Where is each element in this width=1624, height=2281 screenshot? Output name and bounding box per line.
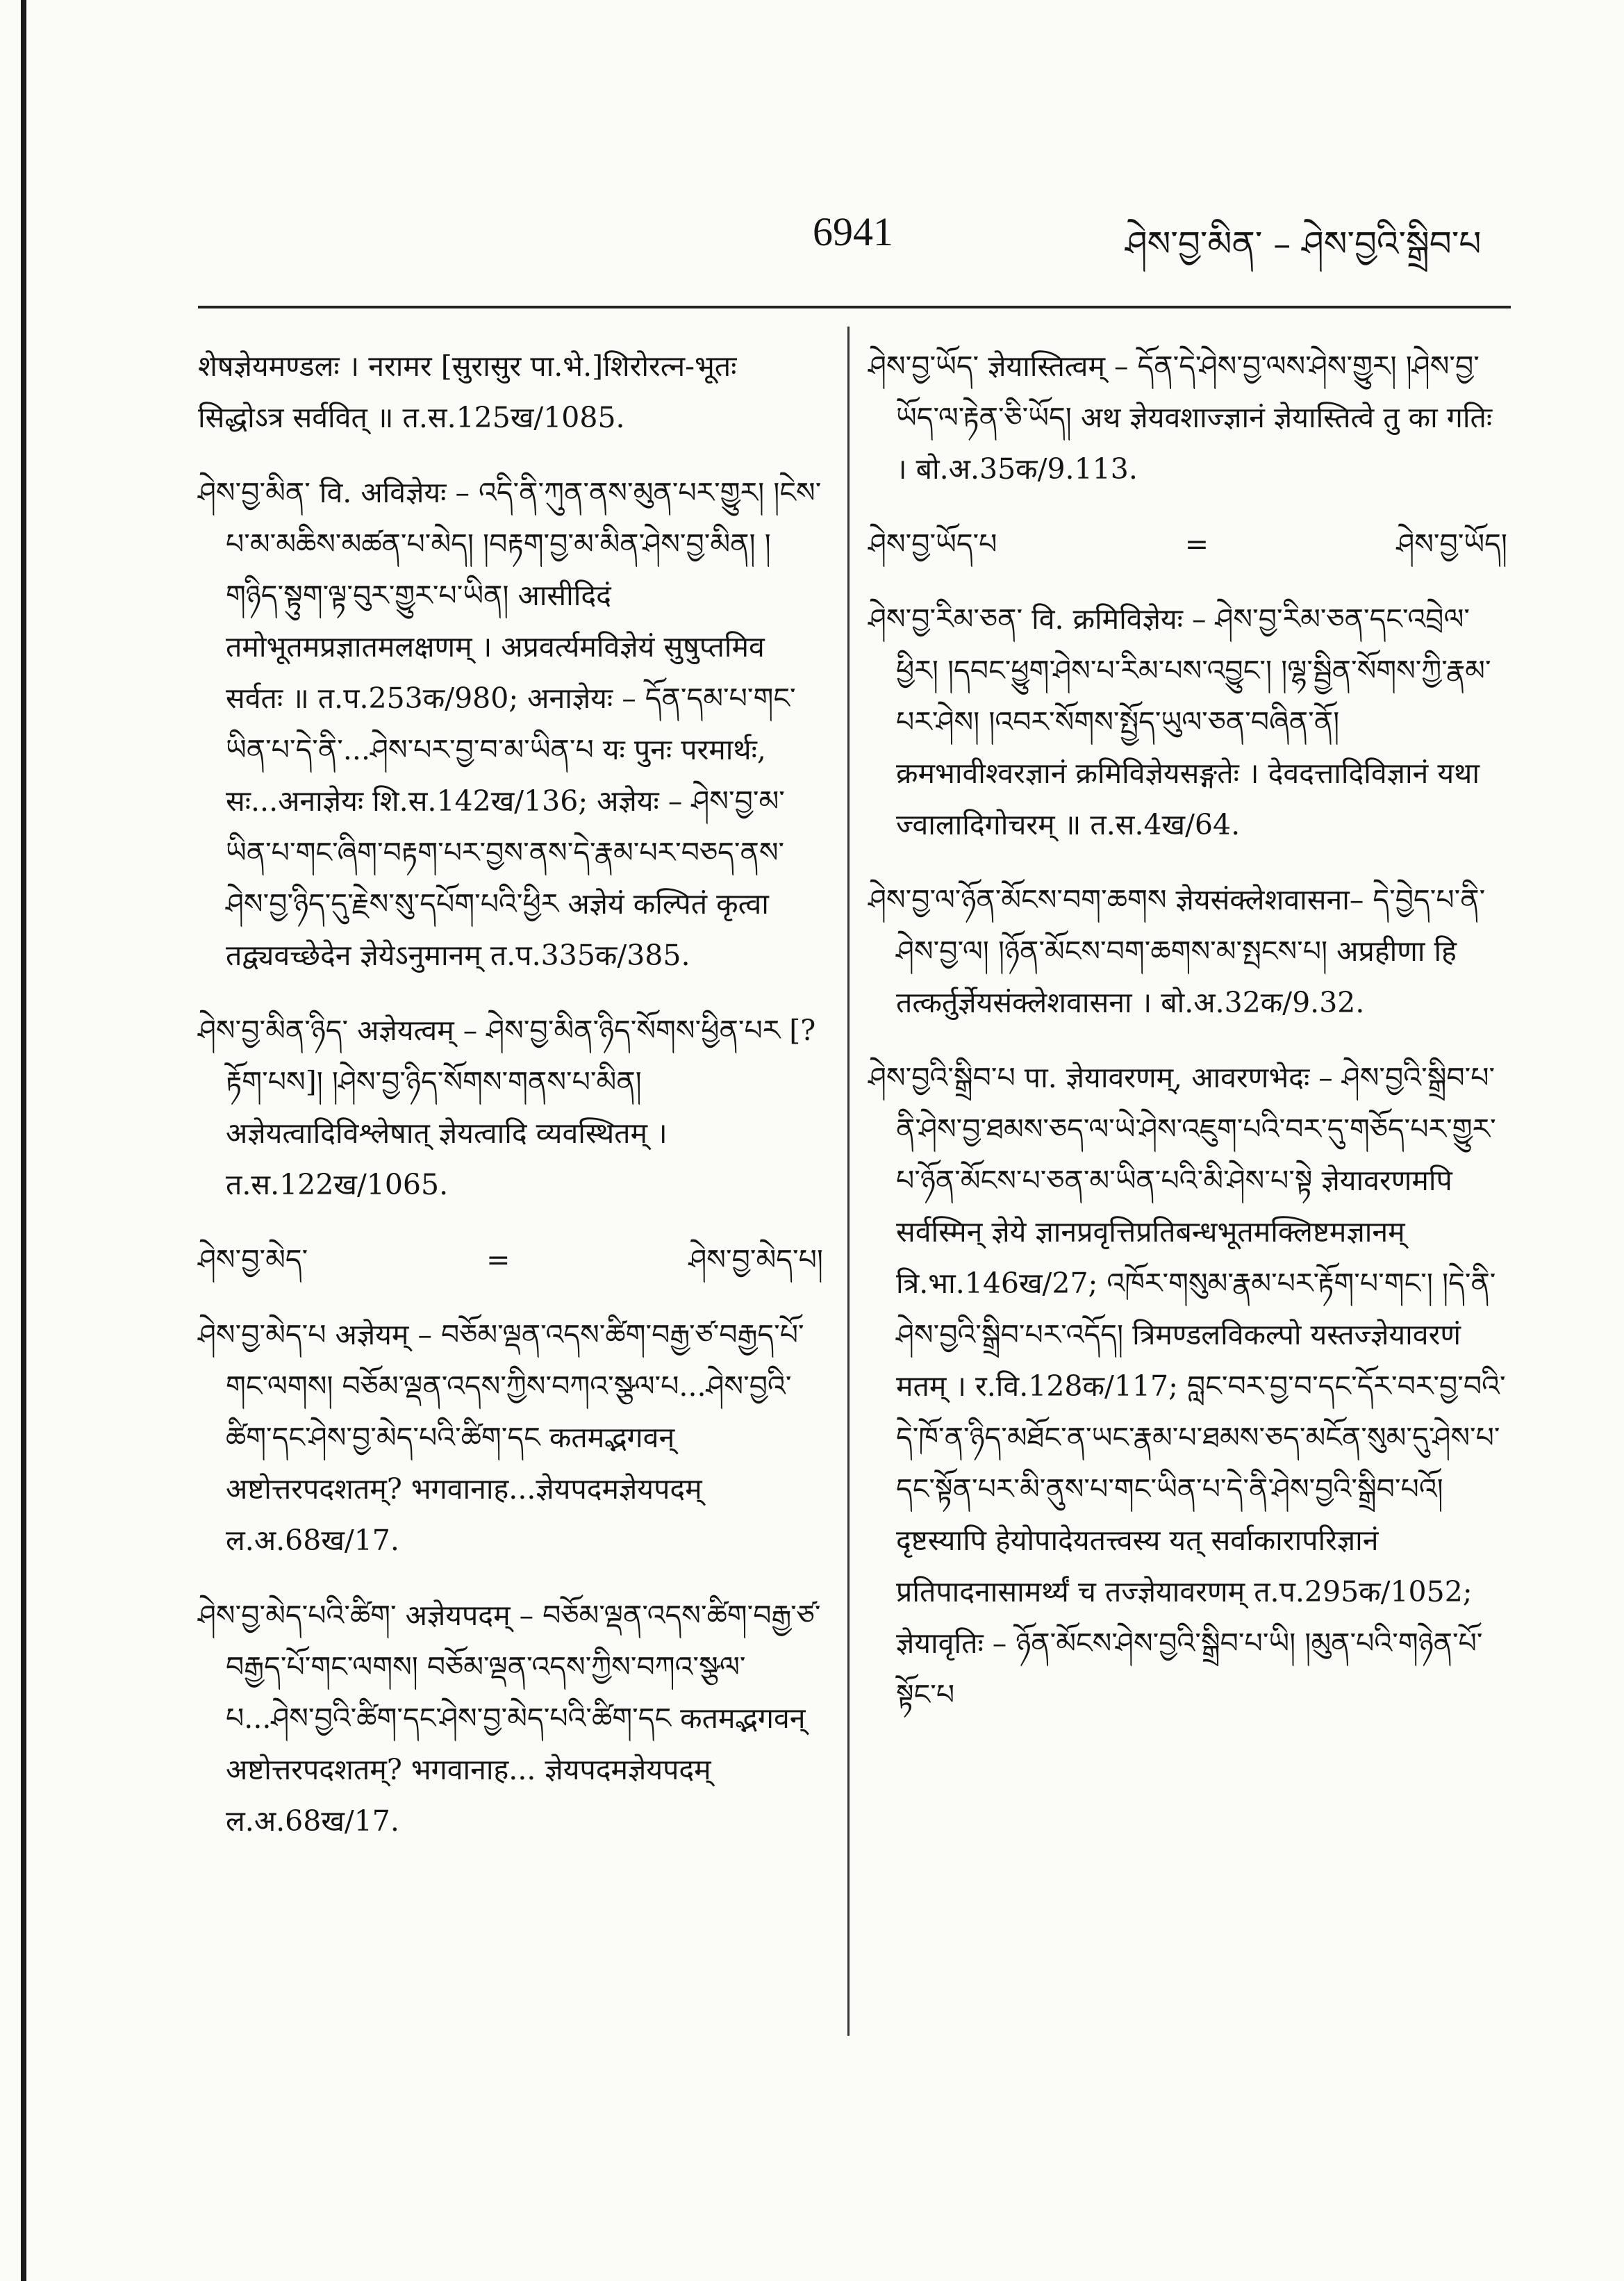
page-number: 6941 <box>813 209 893 254</box>
binding-edge <box>21 0 26 2281</box>
entry-text: ཤེས་བྱ་མིན་ वि. अविज्ञेयः – འདི་ནི་ཀུན་ནས་མུན་པར་གྱུར། །ངེས་པ་མ་མཆིས་མཚན་པ་མེད། །བརྟག་བྱ་མ་མིན་ཤེས་བྱ་མིན། །གཉིད་སྟུག་ལྟ་བུར་གྱུར་པ་ཡིན། आसीदिदं तमोभूतमप्रज्ञातमलक्षणम् । अप्रवर्त्यमविज्ञेयं सुषुप्तमिव सर्वतः ॥ त.प.253क/980; अनाज्ञेयः – དོན་དམ་པ་གང་ཡིན་པ་དེ་ནི་...ཤེས་པར་བྱ་བ་མ་ཡིན་པ यः पुनः परमार्थः, सः...अनाज्ञेयः शि.स.142ख/136; अज्ञेयः – ཤེས་བྱ་མ་ཡིན་པ་གང་ཞིག་བརྟག་པར་བྱས་ནས་དེ་རྣམ་པར་བཅད་ནས་ཤེས་བྱ་ཉིད་དུ་རྗེས་སུ་དཔོག་པའི་ཕྱིར अज्ञेयं कल्पितं कृत्वा तद्व्यवच्छेदेन ज्ञेयेऽनुमानम् त.प.335क/385. <box>198 476 822 972</box>
xref-target: ཤེས་བྱ་མེད་པ། <box>688 1243 823 1276</box>
dictionary-entry <box>198 467 823 981</box>
dictionary-entry <box>198 1005 823 1210</box>
dictionary-entry <box>868 874 1507 1028</box>
entry-text: ཤེས་བྱ་ལ་ཉོན་མོངས་བག་ཆགས ज्ञेयसंक्लेशवासना– དེ་བྱེད་པ་ནི་ཤེས་བྱ་ལ། །ཉོན་མོངས་བག་ཆགས་མ་སྤངས་པ། अप्रहीणा हि तत्कर्तुर्ज्ञेयसंक्लेशवासना । बो.अ.32क/9.32. <box>868 883 1486 1019</box>
dictionary-entry <box>198 340 823 443</box>
cross-reference-entry <box>868 518 1507 570</box>
entry-text: ཤེས་བྱ་མེད་པ अज्ञेयम् – བཅོམ་ལྡན་འདས་ཚིག་བརྒྱ་ཙ་བརྒྱད་པོ་གང་ལགས། བཅོམ་ལྡན་འདས་ཀྱིས་བཀའ་སྩལ་པ...ཤེས་བྱའི་ཚིག་དང་ཤེས་བྱ་མེད་པའི་ཚིག་དང कतमद्भगवन् अष्टोत्तरपदशतम्? भगवानाह...ज्ञेयपदमज्ञेयपदम् ल.अ.68ख/17. <box>198 1318 804 1557</box>
entry-text: ཤེས་བྱ་མིན་ཉིད་ अज्ञेयत्वम् – ཤེས་བྱ་མིན་ཉིད་སོགས་ཕྱིན་པར [? རྟོག་པས]། །ཤེས་བྱ་ཉིད་སོགས་གནས་པ་མིན། अज्ञेयत्वादिविश्लेषात् ज्ञेयत्वादि व्यवस्थितम् । त.स.122ख/1065. <box>198 1014 816 1201</box>
entry-text: ཤེས་བྱ་ཡོད་ ज्ञेयास्तित्वम् – དོན་དེ་ཤེས་བྱ་ལས་ཤེས་གྱུར། །ཤེས་བྱ་ཡོད་ལ་རྟེན་ཅི་ཡོད། अथ ज्ञेयवशाज्ज्ञानं ज्ञेयास्तित्वे तु का गतिः । बो.अ.35क/9.113. <box>868 349 1493 486</box>
dictionary-entry <box>868 340 1507 495</box>
entry-text: ཤེས་བྱའི་སྒྲིབ་པ पा. ज्ञेयावरणम्, आवरणभेदः – ཤེས་བྱའི་སྒྲིབ་པ་ནི་ཤེས་བྱ་ཐམས་ཅད་ལ་ཡེ་ཤེས་འཇུག་པའི་བར་དུ་གཅོད་པར་གྱུར་པ་ཉོན་མོངས་པ་ཅན་མ་ཡིན་པའི་མི་ཤེས་པ་སྟེ ज्ञेयावरणमपि सर्वस्मिन् ज्ञेये ज्ञानप्रवृत्तिप्रतिबन्धभूतमक्लिष्टमज्ञानम् त्रि.भा.146ख/27; འཁོར་གསུམ་རྣམ་པར་རྟོག་པ་གང་། །དེ་ནི་ཤེས་བྱའི་སྒྲིབ་པར་འདོད། त्रिमण्डलविकल्पो यस्तज्ज्ञेयावरणं मतम् । र.वि.128क/117; བླང་བར་བྱ་བ་དང་དོར་བར་བྱ་བའི་དེ་ཁོ་ན་ཉིད་མཐོང་ན་ཡང་རྣམ་པ་ཐམས་ཅད་མངོན་སུམ་དུ་ཤེས་པ་དང་སྟོན་པར་མི་ནུས་པ་གང་ཡིན་པ་དེ་ནི་ཤེས་བྱའི་སྒྲིབ་པའོ། दृष्टस्यापि हेयोपादेयतत्त्वस्य यत् सर्वाकारापरिज्ञानं प्रतिपादनासामर्थ्यं च तज्ज्ञेयावरणम् त.प.295क/1052; ज्ञेयावृतिः – ཉོན་མོངས་ཤེས་བྱའི་སྒྲིབ་པ་ཡི། །མུན་པའི་གཉེན་པོ་སྟོང་པ <box>868 1061 1506 1711</box>
xref-headword: ཤེས་བྱ་ཡོད་པ <box>868 527 997 561</box>
dictionary-entry <box>868 593 1507 850</box>
right-column <box>868 340 1507 1744</box>
xref-target: ཤེས་བྱ་ཡོད། <box>1396 527 1507 561</box>
dictionary-entry <box>198 1309 823 1566</box>
entry-text: ཤེས་བྱ་མེད་པའི་ཚིག་ अज्ञेयपदम् – བཅོམ་ལྡན་འདས་ཚིག་བརྒྱ་ཙ་བརྒྱད་པོ་གང་ལགས། བཅོམ་ལྡན་འདས་ཀྱིས་བཀའ་སྩལ་པ...ཤེས་བྱའི་ཚིག་དང་ཤེས་བྱ་མེད་པའི་ཚིག་དང कतमद्भगवन् अष्टोत्तरपदशतम्? भगवानाह... ज्ञेयपदमज्ञेयपदम् ल.अ.68ख/17. <box>198 1599 821 1838</box>
dictionary-entry <box>868 1052 1507 1720</box>
cross-reference-entry <box>198 1234 823 1285</box>
header-rule <box>198 306 1511 308</box>
running-head: ཤེས་བྱ་མིན་ – ཤེས་བྱའི་སྒྲིབ་པ <box>1125 224 1482 264</box>
xref-equals: = <box>1184 527 1209 561</box>
dictionary-entry <box>198 1590 823 1847</box>
column-divider <box>847 327 850 2036</box>
entry-text: शेषज्ञेयमण्डलः । नरामर [सुरासुर पा.भे.]शिरोरत्न-भूतः सिद्धोऽत्र सर्ववित् ॥ त.स.125ख/1085. <box>198 349 737 434</box>
xref-headword: ཤེས་བྱ་མེད་ <box>198 1243 308 1276</box>
entry-text: ཤེས་བྱ་རིམ་ཅན་ वि. क्रमिविज्ञेयः – ཤེས་བྱ་རིམ་ཅན་དང་འབྲེལ་ཕྱིར། །དབང་ཕྱུག་ཤེས་པ་རིམ་པས་འབྱུང་། །ལྷ་སྦྱིན་སོགས་ཀྱི་རྣམ་པར་ཤེས། །འབར་སོགས་སྤྱོད་ཡུལ་ཅན་བཞིན་ནོ། क्रमभावीश्वरज्ञानं क्रमिविज्ञेयसङ्गतेः । देवदत्तादिविज्ञानं यथा ज्वालादिगोचरम् ॥ त.स.4ख/64. <box>868 602 1491 841</box>
left-column <box>198 340 823 1870</box>
xref-equals: = <box>486 1243 511 1276</box>
